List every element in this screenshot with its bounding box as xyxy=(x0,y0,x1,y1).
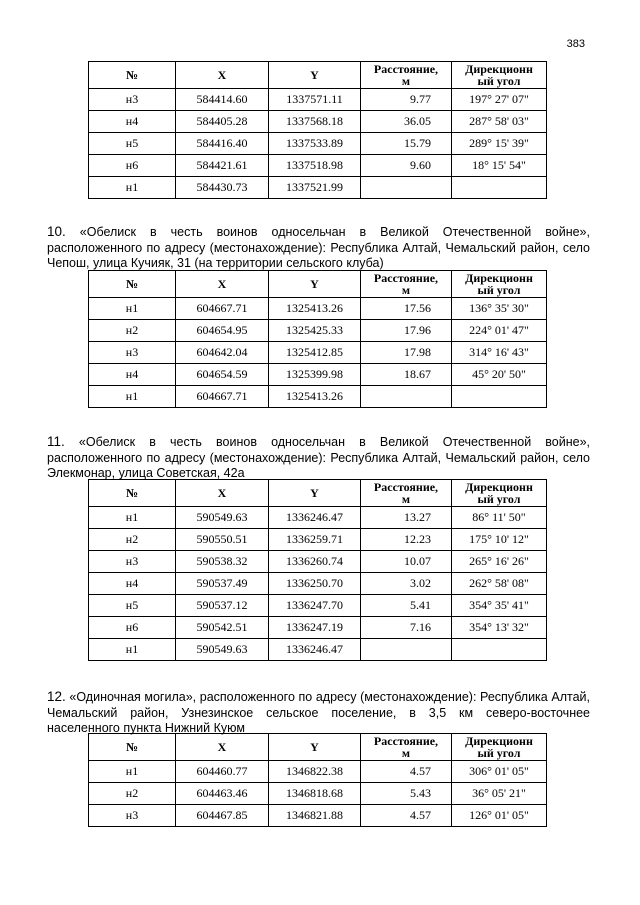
point-number: н2 xyxy=(89,783,176,805)
point-number: н3 xyxy=(89,551,176,573)
header-y: Y xyxy=(269,271,361,298)
header-distance-line2: м xyxy=(401,283,411,297)
direction-angle: 224° 01' 47" xyxy=(452,320,547,342)
direction-angle: 306° 01' 05" xyxy=(452,761,547,783)
coord-x: 590549.63 xyxy=(176,639,269,661)
coordinates-table-11 xyxy=(88,479,547,661)
section-10-number: 10. xyxy=(47,224,66,239)
coord-y: 1337568.18 xyxy=(269,111,361,133)
coord-x: 584421.61 xyxy=(176,155,269,177)
section-12-text xyxy=(47,689,590,737)
distance: 10.07 xyxy=(361,551,452,573)
header-distance-line1: Расстояние, xyxy=(373,734,439,748)
distance: 15.79 xyxy=(361,133,452,155)
header-distance-line2: м xyxy=(401,74,411,88)
coord-y: 1325413.26 xyxy=(269,298,361,320)
direction-angle xyxy=(452,386,547,408)
direction-angle xyxy=(452,177,547,199)
table-row xyxy=(89,529,547,551)
direction-angle: 197° 27' 07" xyxy=(452,89,547,111)
table-row xyxy=(89,805,547,827)
table-row xyxy=(89,89,547,111)
coord-x: 590550.51 xyxy=(176,529,269,551)
coord-y: 1325412.85 xyxy=(269,342,361,364)
distance xyxy=(361,177,452,199)
direction-angle xyxy=(452,639,547,661)
table-row xyxy=(89,155,547,177)
header-angle xyxy=(452,734,547,761)
header-number: № xyxy=(89,734,176,761)
distance: 5.41 xyxy=(361,595,452,617)
section-12-number: 12. xyxy=(47,689,66,704)
table-row xyxy=(89,320,547,342)
header-distance xyxy=(361,271,452,298)
point-number: н1 xyxy=(89,761,176,783)
section-12-description: «Одиночная могила», расположенного по адресу (местонахождение): Республика Алтай, Чемальский район, Узнезинское сельское поселение, в 3,5 км северо-восточнее населенного пункта Нижний Куюм xyxy=(47,690,590,735)
header-number: № xyxy=(89,480,176,507)
point-number: н3 xyxy=(89,342,176,364)
table-row xyxy=(89,177,547,199)
header-distance-line1: Расстояние, xyxy=(373,480,439,494)
coordinates-table-10 xyxy=(88,270,547,408)
coord-y: 1346821.88 xyxy=(269,805,361,827)
section-10-description: «Обелиск в честь воинов односельчан в Великой Отечественной войне», расположенного по адресу (местонахождение): Республика Алтай, Чемальский район, село Чепош, улица Кучияк, 31 (на территории сельского клуба) xyxy=(47,225,590,270)
coord-y: 1325399.98 xyxy=(269,364,361,386)
coord-y: 1346822.38 xyxy=(269,761,361,783)
section-11-number: 11. xyxy=(47,434,65,449)
distance: 9.60 xyxy=(361,155,452,177)
distance: 4.57 xyxy=(361,805,452,827)
coord-x: 604463.46 xyxy=(176,783,269,805)
coord-y: 1325413.26 xyxy=(269,386,361,408)
point-number: н4 xyxy=(89,111,176,133)
direction-angle: 262° 58' 08" xyxy=(452,573,547,595)
coord-y: 1325425.33 xyxy=(269,320,361,342)
coord-y: 1336250.70 xyxy=(269,573,361,595)
section-11-description: «Обелиск в честь воинов односельчан в Великой Отечественной войне», расположенного по адресу (местонахождение): Республика Алтай, Чемальский район, село Элекмонар, улица Советская, 42а xyxy=(47,435,590,480)
point-number: н2 xyxy=(89,529,176,551)
coord-x: 590542.51 xyxy=(176,617,269,639)
direction-angle: 36° 05' 21" xyxy=(452,783,547,805)
section-10-text xyxy=(47,224,590,272)
point-number: н1 xyxy=(89,639,176,661)
table-row xyxy=(89,133,547,155)
direction-angle: 287° 58' 03" xyxy=(452,111,547,133)
direction-angle: 354° 35' 41" xyxy=(452,595,547,617)
header-distance xyxy=(361,62,452,89)
point-number: н3 xyxy=(89,805,176,827)
table-row xyxy=(89,617,547,639)
header-distance-line2: м xyxy=(401,746,411,760)
coord-y: 1336260.74 xyxy=(269,551,361,573)
table-row xyxy=(89,639,547,661)
coordinates-table-12 xyxy=(88,733,547,827)
page-number: 383 xyxy=(566,38,585,50)
point-number: н1 xyxy=(89,507,176,529)
direction-angle: 136° 35' 30" xyxy=(452,298,547,320)
point-number: н5 xyxy=(89,595,176,617)
header-angle-line2: ый угол xyxy=(477,746,521,760)
header-distance xyxy=(361,480,452,507)
point-number: н4 xyxy=(89,573,176,595)
coord-x: 590537.12 xyxy=(176,595,269,617)
header-angle-line2: ый угол xyxy=(477,492,521,506)
header-distance-line1: Расстояние, xyxy=(373,62,439,76)
direction-angle: 175° 10' 12" xyxy=(452,529,547,551)
table-row xyxy=(89,551,547,573)
header-angle-line1: Дирекционн xyxy=(465,734,533,748)
distance xyxy=(361,386,452,408)
distance: 3.02 xyxy=(361,573,452,595)
coord-x: 604642.04 xyxy=(176,342,269,364)
distance: 17.96 xyxy=(361,320,452,342)
coord-x: 590549.63 xyxy=(176,507,269,529)
header-distance-line2: м xyxy=(401,492,411,506)
distance: 36.05 xyxy=(361,111,452,133)
coord-x: 590538.32 xyxy=(176,551,269,573)
header-angle-line1: Дирекционн xyxy=(465,480,533,494)
coord-y: 1336247.70 xyxy=(269,595,361,617)
point-number: н4 xyxy=(89,364,176,386)
table-row xyxy=(89,364,547,386)
table-header-row xyxy=(89,480,547,507)
table-row xyxy=(89,298,547,320)
point-number: н5 xyxy=(89,133,176,155)
coord-x: 584414.60 xyxy=(176,89,269,111)
direction-angle: 265° 16' 26" xyxy=(452,551,547,573)
header-angle-line1: Дирекционн xyxy=(465,271,533,285)
direction-angle: 314° 16' 43" xyxy=(452,342,547,364)
table-header-row xyxy=(89,62,547,89)
distance: 17.56 xyxy=(361,298,452,320)
distance: 4.57 xyxy=(361,761,452,783)
header-angle xyxy=(452,62,547,89)
direction-angle: 126° 01' 05" xyxy=(452,805,547,827)
section-11-text xyxy=(47,434,590,482)
direction-angle: 354° 13' 32" xyxy=(452,617,547,639)
point-number: н3 xyxy=(89,89,176,111)
header-angle-line1: Дирекционн xyxy=(465,62,533,76)
header-distance-line1: Расстояние, xyxy=(373,271,439,285)
direction-angle: 18° 15' 54" xyxy=(452,155,547,177)
point-number: н2 xyxy=(89,320,176,342)
distance: 17.98 xyxy=(361,342,452,364)
coord-y: 1336259.71 xyxy=(269,529,361,551)
coord-x: 584405.28 xyxy=(176,111,269,133)
header-angle xyxy=(452,480,547,507)
direction-angle: 289° 15' 39" xyxy=(452,133,547,155)
header-x: X xyxy=(176,62,269,89)
coord-y: 1337518.98 xyxy=(269,155,361,177)
distance: 13.27 xyxy=(361,507,452,529)
header-x: X xyxy=(176,734,269,761)
coord-x: 604467.85 xyxy=(176,805,269,827)
distance xyxy=(361,639,452,661)
header-x: X xyxy=(176,480,269,507)
point-number: н1 xyxy=(89,177,176,199)
coord-x: 604654.95 xyxy=(176,320,269,342)
header-y: Y xyxy=(269,62,361,89)
table-row xyxy=(89,783,547,805)
distance: 18.67 xyxy=(361,364,452,386)
coord-x: 584416.40 xyxy=(176,133,269,155)
coord-x: 604460.77 xyxy=(176,761,269,783)
table-row xyxy=(89,507,547,529)
header-x: X xyxy=(176,271,269,298)
coord-x: 604667.71 xyxy=(176,298,269,320)
point-number: н1 xyxy=(89,386,176,408)
header-y: Y xyxy=(269,734,361,761)
coord-y: 1336246.47 xyxy=(269,639,361,661)
distance: 5.43 xyxy=(361,783,452,805)
header-angle-line2: ый угол xyxy=(477,283,521,297)
table-row xyxy=(89,573,547,595)
direction-angle: 86° 11' 50" xyxy=(452,507,547,529)
point-number: н1 xyxy=(89,298,176,320)
table-row xyxy=(89,761,547,783)
coord-y: 1337521.99 xyxy=(269,177,361,199)
coord-x: 604667.71 xyxy=(176,386,269,408)
coord-y: 1337571.11 xyxy=(269,89,361,111)
table-row xyxy=(89,386,547,408)
header-distance xyxy=(361,734,452,761)
coord-x: 584430.73 xyxy=(176,177,269,199)
header-number: № xyxy=(89,62,176,89)
point-number: н6 xyxy=(89,617,176,639)
header-angle-line2: ый угол xyxy=(477,74,521,88)
table-header-row xyxy=(89,271,547,298)
coord-x: 604654.59 xyxy=(176,364,269,386)
coord-x: 590537.49 xyxy=(176,573,269,595)
coordinates-table-1 xyxy=(88,61,547,199)
header-number: № xyxy=(89,271,176,298)
distance: 9.77 xyxy=(361,89,452,111)
distance: 7.16 xyxy=(361,617,452,639)
coord-y: 1337533.89 xyxy=(269,133,361,155)
table-row xyxy=(89,595,547,617)
distance: 12.23 xyxy=(361,529,452,551)
table-row xyxy=(89,342,547,364)
coord-y: 1336246.47 xyxy=(269,507,361,529)
header-y: Y xyxy=(269,480,361,507)
table-header-row xyxy=(89,734,547,761)
header-angle xyxy=(452,271,547,298)
direction-angle: 45° 20' 50" xyxy=(452,364,547,386)
coord-y: 1346818.68 xyxy=(269,783,361,805)
coord-y: 1336247.19 xyxy=(269,617,361,639)
table-row xyxy=(89,111,547,133)
point-number: н6 xyxy=(89,155,176,177)
